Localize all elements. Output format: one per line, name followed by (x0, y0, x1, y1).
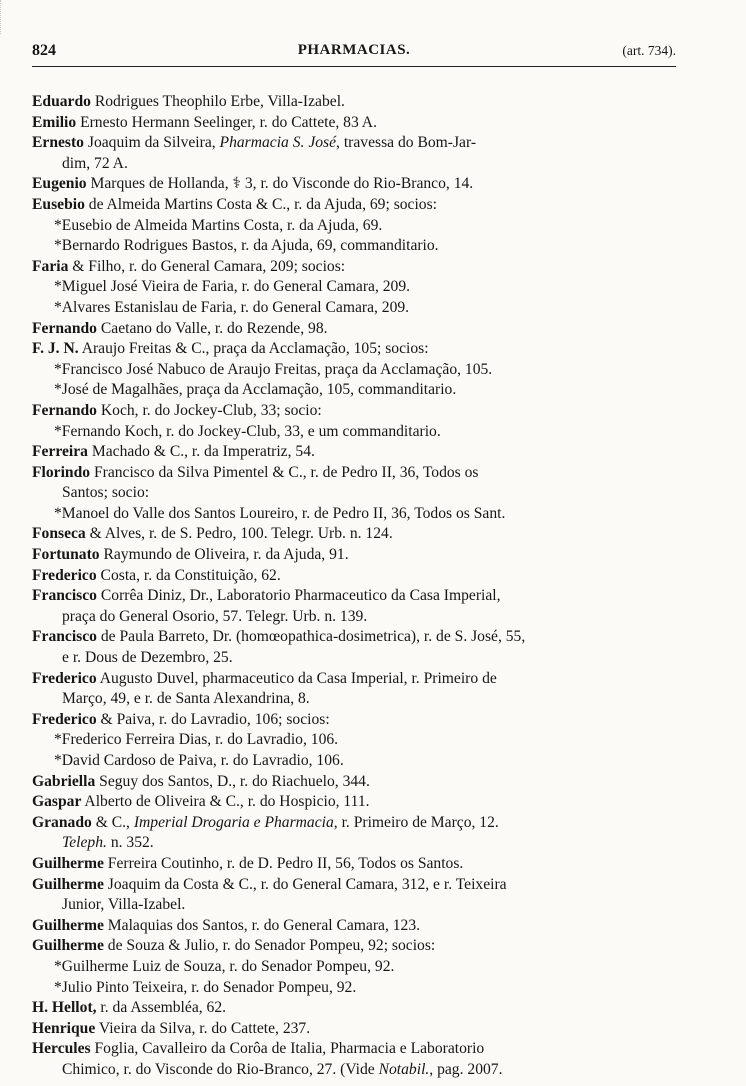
entry-lead: Henrique (32, 1019, 96, 1037)
entry-text: Joaquim da Silveira, (83, 134, 220, 152)
entry-continuation (32, 833, 672, 854)
directory-entry (32, 710, 672, 731)
entry-text: Rodrigues Theophilo Erbe, Villa-Izabel. (90, 93, 345, 110)
entry-lead: Guilherme (32, 854, 104, 872)
entry-lead: Ernesto (32, 134, 84, 152)
directory-entry (32, 1039, 672, 1060)
entry-text: Malaquias dos Santos, r. do General Camara, 123. (103, 916, 421, 934)
directory-entry (32, 133, 672, 154)
directory-entry (32, 998, 672, 1019)
directory-entry (32, 772, 672, 793)
entry-lead: Faria (32, 257, 69, 275)
directory-entries (32, 92, 672, 1081)
directory-entry (32, 586, 672, 607)
partner-text: *Bernardo Rodrigues Bastos, r. da Ajuda, 69, commanditario. (54, 237, 439, 255)
entry-text: Caetano do Valle, r. do Rezende, 98. (96, 319, 328, 337)
entry-continuation (32, 607, 672, 628)
directory-entry (32, 257, 672, 278)
entry-lead: Guilherme (32, 875, 104, 893)
partner-text: *Francisco José Nabuco de Araujo Freitas, praça da Acclamação, 105. (54, 360, 493, 378)
entry-text: Augusto Duvel, pharmaceutico da Casa Imperial, r. Primeiro de (96, 669, 497, 687)
entry-text: Vieira da Silva, r. do Cattete, 237. (95, 1019, 311, 1037)
directory-entry (32, 792, 672, 813)
partner-line (32, 277, 672, 298)
entry-text: Costa, r. da Constituição, 62. (96, 566, 281, 584)
entry-text: de Almeida Martins Costa & C., r. da Ajuda, 69; socios: (84, 195, 438, 213)
continuation-text: Março, 49, e r. de Santa Alexandrina, 8. (62, 690, 310, 708)
page-number: 824 (32, 42, 56, 59)
directory-entry (32, 669, 672, 690)
entry-continuation (32, 1060, 672, 1081)
partner-text: *Julio Pinto Teixeira, r. do Senador Pompeu, 92. (54, 978, 357, 996)
entry-text: & Alves, r. de S. Pedro, 100. Telegr. Urb. n. 124. (85, 525, 393, 543)
entry-lead: Fortunato (32, 546, 100, 564)
entry-lead: Fernando (32, 319, 97, 337)
entry-continuation (32, 895, 672, 916)
partner-text: *Alvares Estanislau de Faria, r. do General Camara, 209. (54, 298, 410, 316)
entry-text: Araujo Freitas & C., praça da Acclamação, 105; socios: (78, 340, 429, 358)
partner-text: *Miguel José Vieira de Faria, r. do General Camara, 209. (54, 278, 411, 296)
entry-lead: Fernando (32, 401, 97, 419)
entry-lead: Eusebio (32, 195, 85, 213)
article-reference: (art. 734). (622, 43, 676, 58)
entry-text: de Souza & Julio, r. do Senador Pompeu, 92; socios: (103, 937, 436, 955)
entry-text: Ferreira Coutinho, r. de D. Pedro II, 56, Todos os Santos. (103, 854, 464, 872)
entry-continuation (32, 689, 672, 710)
entry-lead: Ferreira (32, 443, 88, 461)
directory-entry (32, 854, 672, 875)
entry-text: Machado & C., r. da Imperatriz, 54. (87, 443, 315, 461)
partner-line (32, 504, 672, 525)
entry-text: Francisco da Silva Pimentel & C., r. de Pedro II, 36, Todos os (90, 463, 479, 481)
directory-entry (32, 339, 672, 360)
entry-text-end: n. 352. (106, 834, 154, 852)
entry-text-end: , pag. 2007. (429, 1060, 503, 1078)
directory-entry (32, 545, 672, 566)
entry-lead: Francisco (32, 587, 97, 605)
directory-entry (32, 627, 672, 648)
continuation-text: Santos; socio: (62, 484, 150, 502)
directory-entry (32, 92, 672, 113)
continuation-text: e r. Dous de Dezembro, 25. (62, 649, 233, 667)
margin-mark (0, 0, 13, 34)
partner-text: *David Cardoso de Paiva, r. do Lavradio, 106. (54, 752, 344, 769)
entry-text: de Paula Barreto, Dr. (homœopathica-dosimetrica), r. de S. José, 55, (96, 628, 526, 646)
entry-lead: H. Hellot, (32, 999, 97, 1017)
entry-lead: Guilherme (32, 916, 104, 934)
entry-lead: Frederico (32, 710, 97, 728)
partner-text: *José de Magalhães, praça da Acclamação, 105, commanditario. (54, 381, 457, 399)
italic-name: Imperial Drogaria e Pharmacia (133, 813, 334, 831)
directory-entry (32, 875, 672, 896)
directory-entry (32, 174, 672, 195)
entry-lead: F. J. N. (32, 340, 79, 358)
entry-text-end: , travessa do Bom-Jar- (336, 134, 477, 152)
entry-lead: Guilherme (32, 937, 104, 955)
entry-lead: Gaspar (32, 793, 82, 811)
partner-text: *Frederico Ferreira Dias, r. do Lavradio, 106. (54, 731, 339, 749)
entry-text: Ernesto Hermann Seelinger, r. do Cattete, 83 A. (76, 113, 377, 131)
entry-text: & Filho, r. do General Camara, 209; socios: (68, 257, 346, 275)
partner-line (32, 216, 672, 237)
directory-entry (32, 463, 672, 484)
entry-continuation (32, 154, 672, 175)
directory-entry (32, 936, 672, 957)
entry-continuation (32, 648, 672, 669)
entry-lead: Fonseca (32, 525, 86, 543)
entry-text: Joaquim da Costa & C., r. do General Camara, 312, e r. Teixeira (103, 875, 507, 893)
partner-text: *Eusebio de Almeida Martins Costa, r. da Ajuda, 69. (54, 216, 383, 234)
continuation-text: Junior, Villa-Izabel. (62, 896, 186, 914)
directory-entry (32, 113, 672, 134)
entry-lead: Emilio (32, 113, 77, 131)
partner-line (32, 422, 672, 443)
partner-text: *Manoel do Valle dos Santos Loureiro, r. de Pedro II, 36, Todos os Sant. (54, 504, 506, 522)
entry-text: Raymundo de Oliveira, r. da Ajuda, 91. (99, 546, 349, 564)
partner-line (32, 236, 672, 257)
partner-text: *Guilherme Luiz de Souza, r. do Senador Pompeu, 92. (54, 957, 395, 975)
directory-entry (32, 916, 672, 937)
entry-text: r. da Assembléa, 62. (96, 999, 227, 1017)
partner-line (32, 957, 672, 978)
entry-lead: Frederico (32, 566, 97, 584)
italic-name: Teleph. (62, 834, 107, 852)
directory-entry (32, 319, 672, 340)
continuation-text: praça do General Osorio, 57. Telegr. Urb. n. 139. (62, 607, 368, 625)
entry-text: Foglia, Cavalleiro da Corôa de Italia, Pharmacia e Laboratorio (90, 1040, 485, 1058)
page-title: PHARMACIAS. (297, 42, 411, 58)
entry-text: & C., (91, 813, 134, 831)
partner-line (32, 360, 672, 381)
entry-lead: Francisco (32, 628, 97, 646)
partner-line (32, 751, 672, 772)
italic-name: Pharmacia S. José (219, 134, 337, 152)
directory-entry (32, 1019, 672, 1040)
directory-entry (32, 524, 672, 545)
entry-text: & Paiva, r. do Lavradio, 106; socios: (96, 710, 330, 728)
entry-lead: Gabriella (32, 772, 96, 790)
entry-text: Koch, r. do Jockey-Club, 33; socio: (96, 401, 322, 419)
entry-continuation (32, 483, 672, 504)
page-header (32, 38, 676, 67)
directory-entry (32, 401, 672, 422)
continuation-text: Chimico, r. do Visconde do Rio-Branco, 27. (Vide (62, 1060, 379, 1078)
entry-lead: Frederico (32, 669, 97, 687)
italic-name: Notabil. (378, 1060, 430, 1078)
partner-line (32, 978, 672, 999)
continuation-text: dim, 72 A. (62, 154, 128, 172)
entry-lead: Eugenio (32, 175, 87, 193)
entry-text-end: , r. Primeiro de Março, 12. (333, 813, 499, 831)
entry-lead: Florindo (32, 463, 91, 481)
entry-lead: Eduardo (32, 93, 91, 110)
directory-entry (32, 442, 672, 463)
partner-line (32, 730, 672, 751)
entry-text: Seguy dos Santos, D., r. do Riachuelo, 344. (95, 772, 370, 790)
entry-text: Alberto de Oliveira & C., r. do Hospicio, 111. (81, 793, 370, 811)
directory-entry (32, 566, 672, 587)
partner-line (32, 298, 672, 319)
partner-line (32, 380, 672, 401)
partner-text: *Fernando Koch, r. do Jockey-Club, 33, e um commanditario. (54, 422, 441, 440)
directory-entry (32, 195, 672, 216)
entry-lead: Granado (32, 813, 92, 831)
directory-entry (32, 813, 672, 834)
entry-text: Corrêa Diniz, Dr., Laboratorio Pharmaceutico da Casa Imperial, (96, 587, 501, 605)
entry-text: Marques de Hollanda, ⚕ 3, r. do Visconde do Rio-Branco, 14. (86, 175, 474, 193)
entry-lead: Hercules (32, 1040, 91, 1058)
